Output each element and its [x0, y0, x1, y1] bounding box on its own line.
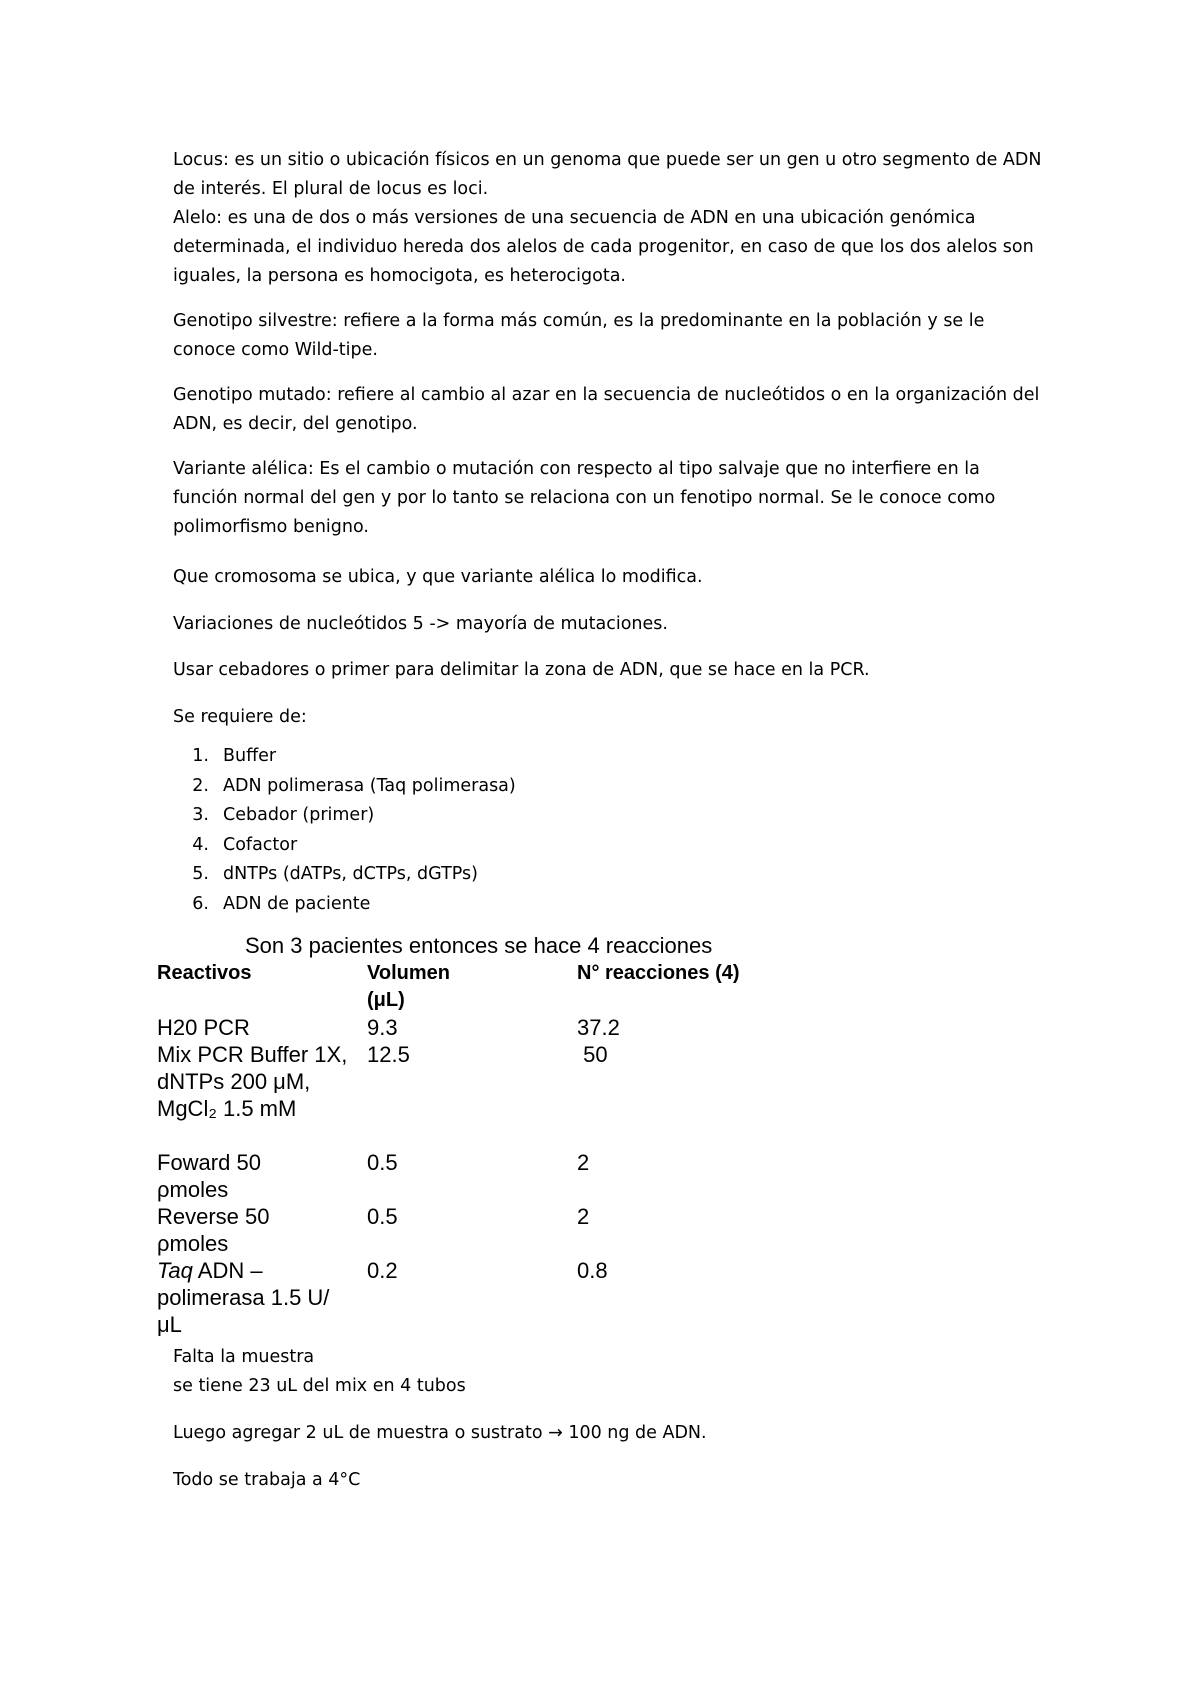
note-falta-muestra: Falta la muestra	[173, 1347, 315, 1367]
requirements-list	[173, 742, 516, 919]
table-row	[157, 1149, 877, 1203]
note-mix-tubos: se tiene 23 uL del mix en 4 tubos	[173, 1376, 466, 1396]
table-header-row	[157, 960, 877, 1014]
list-item: 6. ADN de paciente	[192, 893, 371, 914]
paragraph-cromosoma: Que cromosoma se ubica, y que variante alélica lo modifica.	[173, 567, 703, 587]
list-item: 1. Buffer	[192, 746, 277, 766]
note-temperatura: Todo se trabaja a 4°C	[173, 1470, 361, 1490]
paragraph-genotipo-mutado: Genotipo mutado: refiere al cambio al azar en la secuencia de nucleótidos o en la organización del ADN, es decir, del genotipo.	[173, 385, 1040, 434]
table-row	[157, 1203, 877, 1257]
cell-reacciones: 2	[577, 1150, 590, 1175]
paragraph-variaciones: Variaciones de nucleótidos 5 -> mayoría de mutaciones.	[173, 614, 668, 634]
cell-volumen: 0.5	[367, 1204, 398, 1229]
paragraph-variante-alelica: Variante alélica: Es el cambio o mutación con respecto al tipo salvaje que no interfiere en la función normal del gen y por lo tanto se relaciona con un fenotipo normal. Se le conoce como polimorfismo benigno.	[173, 459, 996, 537]
cell-reactivo-italic: Taq	[157, 1258, 193, 1283]
header-reacciones: N° reacciones (4)	[577, 962, 740, 984]
cell-reactivo	[157, 1257, 337, 1338]
paragraph-genotipo-silvestre: Genotipo silvestre: refiere a la forma más común, es la predominante en la población y se le conoce como Wild-tipe.	[173, 311, 985, 360]
table-title: Son 3 pacientes entonces se hace 4 reacciones	[245, 933, 713, 958]
paragraph-locus: Locus: es un sitio o ubicación físicos en un genoma que puede ser un gen u otro segmento de ADN de interés. El plural de locus es loci.	[173, 150, 1042, 199]
list-item: 2. ADN polimerasa (Taq polimerasa)	[192, 775, 516, 796]
paragraph-se-requiere: Se requiere de:	[173, 707, 307, 727]
table-row	[157, 1257, 877, 1338]
table-row	[157, 1041, 877, 1149]
paragraph-cebadores: Usar cebadores o primer para delimitar la zona de ADN, que se hace en la PCR.	[173, 660, 870, 680]
cell-reacciones: 0.8	[577, 1258, 608, 1283]
cell-reactivo: Foward 50 ρmoles	[157, 1150, 261, 1202]
header-volumen: Volumen (μL)	[367, 962, 450, 1011]
cell-volumen: 0.2	[367, 1258, 398, 1283]
paragraph-alelo: Alelo: es una de dos o más versiones de una secuencia de ADN en una ubicación genómica determinada, el individuo hereda dos alelos de cada progenitor, en caso de que los dos alelos son iguales, la persona es homocigota, es heterocigota.	[173, 208, 1034, 286]
note-agregar-muestra: Luego agregar 2 uL de muestra o sustrato → 100 ng de ADN.	[173, 1423, 707, 1443]
cell-reacciones: 2	[577, 1204, 590, 1229]
cell-reactivo: H20 PCR	[157, 1015, 250, 1040]
cell-reactivo: Mix PCR Buffer 1X, dNTPs 200 μM, MgCl₂ 1.5 mM	[157, 1042, 348, 1121]
list-item: 5. dNTPs (dATPs, dCTPs, dGTPs)	[192, 864, 478, 884]
cell-volumen: 0.5	[367, 1150, 398, 1175]
cell-reacciones: 37.2	[577, 1015, 620, 1040]
table-row	[157, 1014, 877, 1041]
list-item: 4. Cofactor	[192, 834, 298, 855]
cell-reactivo: Reverse 50 ρmoles	[157, 1204, 270, 1256]
header-reactivos: Reactivos	[157, 962, 252, 984]
cell-volumen: 12.5	[367, 1042, 410, 1067]
cell-reacciones: 50	[577, 1042, 608, 1067]
cell-volumen: 9.3	[367, 1015, 398, 1040]
cell-reactivo-rest: ADN – polimerasa 1.5 U/μL	[157, 1258, 330, 1337]
reagents-table	[157, 960, 877, 1338]
list-item: 3. Cebador (primer)	[192, 805, 375, 825]
